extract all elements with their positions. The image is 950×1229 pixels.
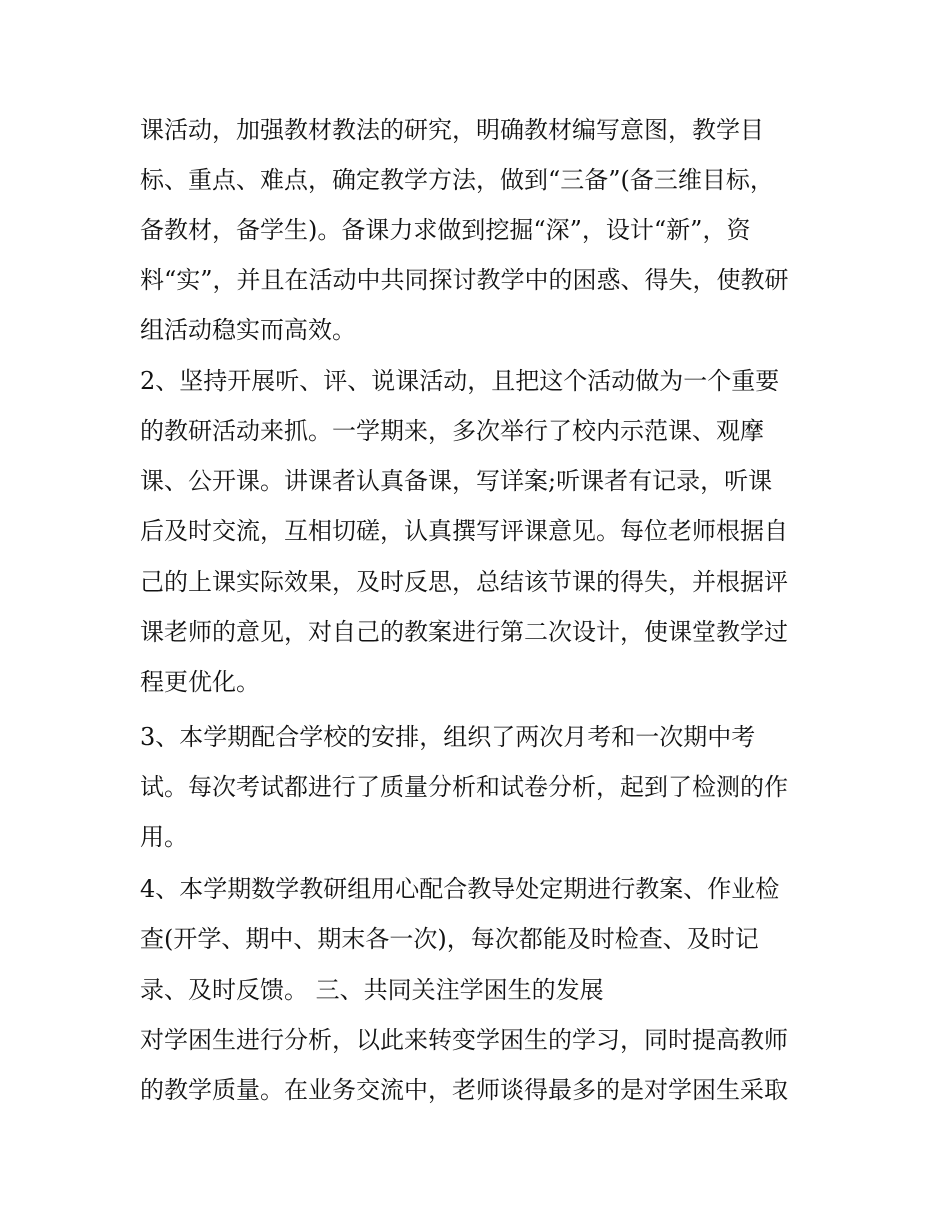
text-line: 的教学质量。在业务交流中，老师谈得最多的是对学困生采取 <box>140 1076 788 1104</box>
text-line: 己的上课实际效果，及时反思，总结该节课的得失，并根据评 <box>140 568 788 596</box>
text-line: 试。每次考试都进行了质量分析和试卷分析，起到了检测的作 <box>140 773 788 801</box>
text-line: 的教研活动来抓。一学期来，多次举行了校内示范课、观摩 <box>140 417 764 445</box>
text-line: 4、本学期数学教研组用心配合教导处定期进行教案、作业检 <box>140 875 780 903</box>
text-line: 录、及时反馈。 三、共同关注学困生的发展 <box>140 976 604 1004</box>
text-line: 对学困生进行分析，以此来转变学困生的学习，同时提高教师 <box>140 1026 788 1054</box>
text-line: 程更优化。 <box>140 668 260 696</box>
text-line: 2、坚持开展听、评、说课活动，且把这个活动做为一个重要 <box>140 367 780 395</box>
text-line: 查(开学、期中、期末各一次)，每次都能及时检查、及时记 <box>140 925 759 953</box>
text-line: 3、本学期配合学校的安排，组织了两次月考和一次期中考 <box>140 723 756 751</box>
text-line: 课活动，加强教材教法的研究，明确教材编写意图，教学目 <box>140 116 764 144</box>
text-line: 课老师的意见，对自己的教案进行第二次设计，使课堂教学过 <box>140 618 788 646</box>
text-line: 备教材，备学生)。备课力求做到挖掘“深”，设计“新”，资 <box>140 216 751 244</box>
text-line: 标、重点、难点，确定教学方法，做到“三备”(备三维目标， <box>140 166 774 194</box>
text-line: 课、公开课。讲课者认真备课，写详案;听课者有记录，听课 <box>140 467 773 495</box>
text-line: 料“实”，并且在活动中共同探讨教学中的困惑、得失，使教研 <box>140 266 789 294</box>
text-line: 后及时交流，互相切磋，认真撰写评课意见。每位老师根据自 <box>140 517 788 545</box>
text-line: 组活动稳实而高效。 <box>140 316 356 344</box>
text-line: 用。 <box>140 823 188 851</box>
